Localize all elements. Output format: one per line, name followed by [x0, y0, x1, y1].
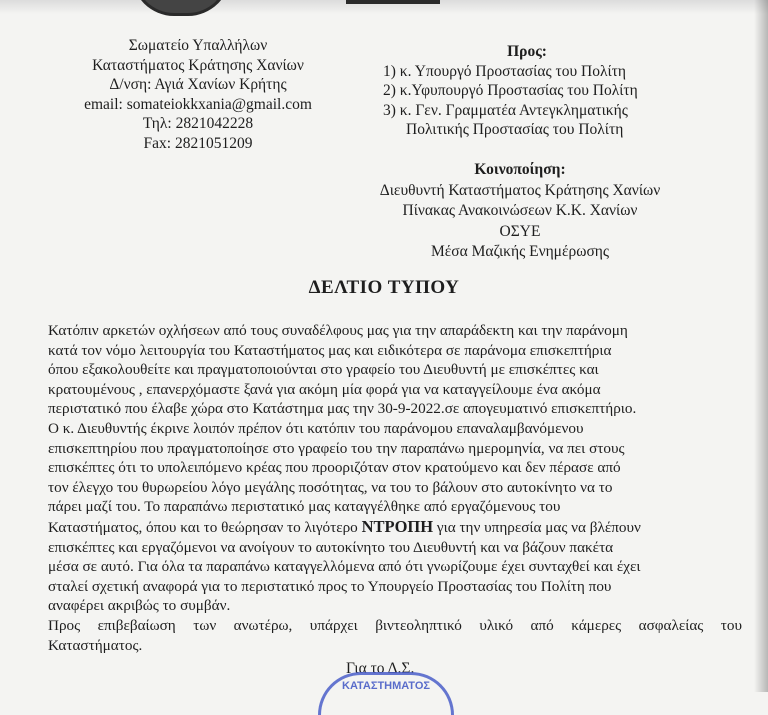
recipient-item: 2) κ.Υφυπουργό Προστασίας του Πολίτη: [383, 82, 638, 99]
body-line: κατά τον νόμο λειτουργία του Καταστήματος μας και ειδικότερα σε παράνομα επισκεπτήρια: [48, 341, 612, 359]
press-release-body: [48, 321, 742, 655]
official-stamp: ΚΑΤΑΣΤΗΜΑΤΟΣ: [318, 672, 454, 715]
body-line: όπου εξακολουθείτε και πραγματοποιούνται στο γραφείο του Διευθυντή με επισκέπτες και: [48, 361, 599, 379]
cc-item: Μέσα Μαζικής Ενημέρωσης: [430, 243, 610, 260]
body-line-shame: [48, 517, 742, 538]
top-black-mark: [346, 0, 440, 4]
body-line: περιστατικό που έλαβε χώρα στο Κατάστημα μας την 30-9-2022.σε απογευματινό επισκεπτήριο.: [48, 400, 637, 418]
sender-block: [48, 36, 348, 153]
closing-line: Προς επιβεβαίωση των ανωτέρω, υπάρχει βιντεοληπτικό υλικό από κάμερες ασφαλείας του: [48, 616, 742, 634]
sender-phone: Τηλ: 2821042228: [142, 115, 254, 132]
body-text: Καταστήματος, όπου και το θεώρησαν το λιγότερο: [48, 518, 362, 536]
recipient-item: 3) κ. Γεν. Γραμματέα Αντεγκληματικής: [383, 101, 628, 119]
body-line: κρατουμένους , επανερχόμαστε ξανά για ακόμη μία φορά για να καταγγείλουμε ένα ακόμα: [48, 380, 601, 398]
body-text: για την υπηρεσία μας να βλέπουν: [433, 518, 641, 536]
body-line: επισκέπτες και εργαζόμενοι να ανοίγουν το αυτοκίνητο του Διευθυντή και να βάζουν πακέτα: [48, 538, 614, 556]
cc-item: Διευθυντή Καταστήματος Κράτησης Χανίων: [379, 181, 661, 199]
cc-block: [350, 160, 690, 263]
body-line: μέσα σε αυτό. Για όλα τα παραπάνω καταγγελλόμενα από ότι γνωρίζουμε έχει συνταχθεί και έχει: [48, 558, 641, 576]
body-line: τον έλεγχο του θυρωρείου λόγο μεγάλης ποσότητας, να του το βάλουν στο αυτοκίνητο να το: [48, 478, 613, 496]
recipient-item: 1) κ. Υπουργό Προστασίας του Πολίτη: [383, 62, 626, 80]
document-title: ΔΕΛΤΙΟ ΤΥΠΟΥ: [308, 277, 460, 298]
sender-fax: Fax: 2821051209: [143, 134, 253, 152]
body-line: Ο κ. Διευθυντής έκρινε λοιπόν πρέπον ότι κατόπιν του παράνομου επαναλαμβανόμενου: [48, 419, 584, 437]
scan-right-shadow: [754, 0, 768, 692]
cc-item: ΟΣΥΕ: [499, 222, 541, 240]
cc-heading: Κοινοποίηση:: [474, 161, 566, 178]
body-line: επισκέπτες ότι το υπολειπόμενο κρέας που προοριζόταν στον κρατούμενο και δεν πέρασε από: [48, 459, 621, 477]
cc-item: Πίνακας Ανακοινώσεων Κ.Κ. Χανίων: [402, 202, 638, 219]
sender-line: Δ/νση: Αγιά Χανίων Κρήτης: [109, 76, 287, 93]
body-line: σταλεί σχετική αναφορά για το περιστατικό προς το Υπουργείο Προστασίας του Πολίτη που: [48, 577, 612, 595]
recipients-block: [380, 42, 670, 140]
emphasis-word: ΝΤΡΟΠΗ: [361, 516, 434, 536]
recipient-item: Πολιτικής Προστασίας του Πολίτη: [406, 121, 624, 138]
body-line: αναφέρει ακριβώς το συμβάν.: [48, 597, 231, 615]
closing-line: Καταστήματος.: [48, 636, 143, 654]
signature-line: Για το Δ.Σ.: [346, 660, 415, 677]
sender-email: email: somateiokkxania@gmail.com: [84, 95, 312, 113]
body-line: πάρει μαζί του. Το παραπάνω περιστατικό μας καταγγέλθηκε από εργαζόμενους του: [48, 498, 561, 516]
recipients-heading: Προς:: [507, 43, 547, 60]
sender-line: Καταστήματος Κράτησης Χανίων: [92, 56, 304, 74]
body-line: Κατόπιν αρκετών οχλήσεων από τους συναδέλφους μας για την απαράδεκτη και την παράνομη: [48, 322, 628, 339]
sender-line: Σωματείο Υπαλλήλων: [128, 37, 268, 54]
body-line: επισκεπτηρίου που πραγματοποίησε στο γραφείο του την παραπάνω ημερομηνία, να πει στους: [48, 439, 625, 457]
